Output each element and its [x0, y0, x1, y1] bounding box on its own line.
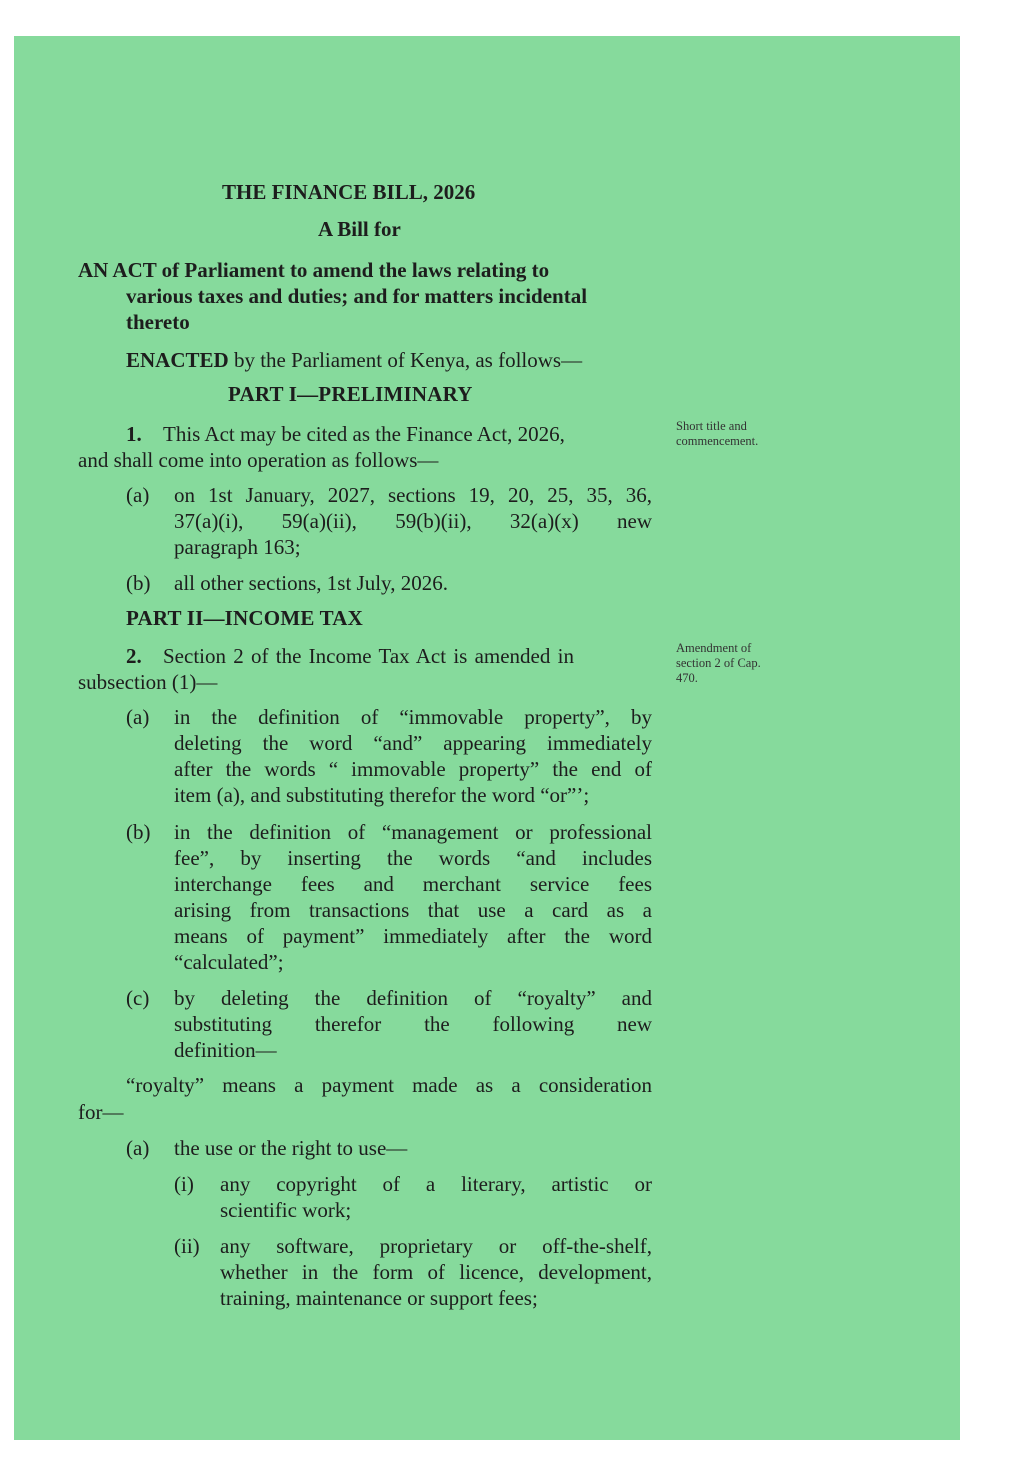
section-2-number: 2. [126, 644, 142, 668]
section-1-text-1: This Act may be cited as the Finance Act, 2026, [163, 422, 565, 446]
royalty-ii-label: (ii) [174, 1234, 200, 1258]
long-title-prefix: AN ACT [78, 258, 157, 282]
para-2b-line-5: means of payment” immediately after the word [174, 924, 652, 948]
margin-note-section-1 [676, 419, 758, 449]
para-2b-line-3: interchange fees and merchant service fees [174, 872, 652, 896]
para-2b-line-4: arising from transactions that use a card as a [174, 898, 652, 922]
section-2-text-1: Section 2 of the Income Tax Act is amended in [163, 644, 574, 668]
para-2c-line-2: substituting therefor the following new [174, 1012, 652, 1036]
long-title-line-3: thereto [126, 310, 190, 334]
royalty-line-2: for— [78, 1100, 124, 1124]
royalty-ii-line-1: any software, proprietary or off-the-shelf, [220, 1234, 652, 1258]
enacting-clause [126, 347, 582, 373]
long-title-line-2: various taxes and duties; and for matters incidental [126, 284, 588, 308]
royalty-a-line-1: the use or the right to use— [174, 1136, 408, 1160]
section-1-line-1 [126, 421, 652, 447]
margin-note-line: commencement. [676, 434, 759, 448]
royalty-i-line-1: any copyright of a literary, artistic or [220, 1172, 652, 1196]
section-1-line-2: and shall come into operation as follows— [78, 448, 439, 472]
enacting-bold: ENACTED [126, 348, 229, 372]
para-1b-line-1: all other sections, 1st July, 2026. [174, 571, 448, 595]
royalty-ii-line-2: whether in the form of licence, development, [220, 1260, 652, 1284]
royalty-line-1: “royalty” means a payment made as a consideration [126, 1073, 652, 1097]
section-2-line-2: subsection (1)— [78, 670, 218, 694]
royalty-i-label: (i) [174, 1172, 194, 1196]
long-title-text-1: of Parliament to amend the laws relating to [161, 258, 550, 282]
part-1-heading: PART I—PRELIMINARY [228, 382, 473, 406]
margin-note-section-2 [676, 641, 761, 686]
para-2c-label: (c) [126, 986, 150, 1010]
para-2a-line-1: in the definition of “immovable property”, by [174, 705, 652, 729]
para-1a-line-3: paragraph 163; [174, 535, 301, 559]
section-2-line-1 [126, 643, 652, 669]
long-title-line-1 [78, 257, 652, 283]
para-1a-line-1: on 1st January, 2027, sections 19, 20, 25, 35, 36, [174, 483, 652, 507]
para-2b-line-2: fee”, by inserting the words “and includes [174, 846, 652, 870]
para-1a-label: (a) [126, 483, 150, 507]
part-2-heading: PART II—INCOME TAX [126, 606, 363, 630]
bill-subtitle: A Bill for [318, 217, 401, 241]
enacting-text: by the Parliament of Kenya, as follows— [233, 348, 583, 372]
para-2b-label: (b) [126, 820, 151, 844]
para-1a-line-2: 37(a)(i), 59(a)(ii), 59(b)(ii), 32(a)(x) new [174, 509, 652, 533]
royalty-i-line-2: scientific work; [220, 1198, 352, 1222]
para-2c-line-1: by deleting the definition of “royalty” and [174, 986, 652, 1010]
bill-title: THE FINANCE BILL, 2026 [222, 180, 476, 204]
margin-note-line: Amendment of [676, 641, 752, 655]
section-1-number: 1. [126, 422, 142, 446]
para-2b-line-6: “calculated”; [174, 950, 284, 974]
para-2a-line-3: after the words “ immovable property” the end of [174, 757, 652, 781]
para-2b-line-1: in the definition of “management or professional [174, 820, 652, 844]
margin-note-line: Short title and [676, 419, 747, 433]
para-2a-line-2: deleting the word “and” appearing immediately [174, 731, 652, 755]
para-1b-label: (b) [126, 571, 151, 595]
para-2c-line-3: definition— [174, 1038, 277, 1062]
margin-note-line: 470. [676, 671, 698, 685]
royalty-ii-line-3: training, maintenance or support fees; [220, 1286, 538, 1310]
royalty-a-label: (a) [126, 1136, 150, 1160]
para-2a-line-4: item (a), and substituting therefor the word “or”’; [174, 783, 590, 807]
margin-note-line: section 2 of Cap. [676, 656, 761, 670]
para-2a-label: (a) [126, 705, 150, 729]
